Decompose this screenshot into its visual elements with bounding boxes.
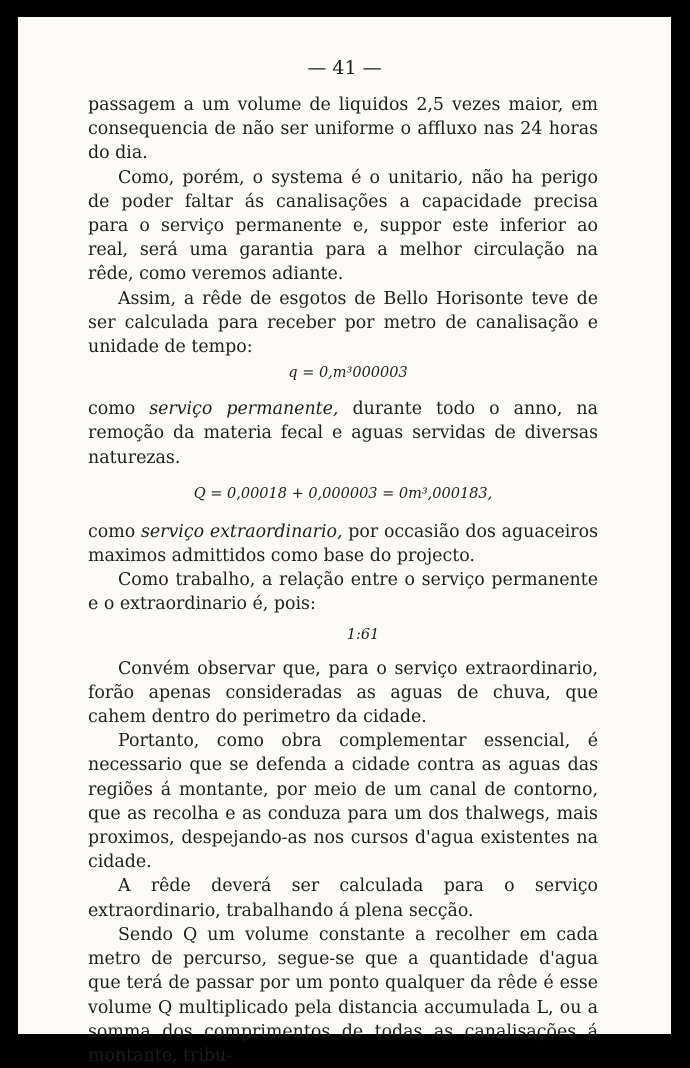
paragraph-8: Portanto, como obra complementar essencial, é necessario que se defenda a cidade contra as aguas das regiões á montante, por meio de um canal de contorno, que as recolha e as conduza para um dos thalwegs, mais proximos, despejando-as nos cursos d'agua existentes na cidade. — [88, 731, 598, 873]
paragraph-2: Como, porém, o systema é o unitario, não ha perigo de poder faltar ás canalisações a capacidade precisa para o serviço permanente e, suppor este inferior ao real, será uma garantia para a melhor circulação na rêde, como veremos adiante. — [88, 167, 598, 285]
paragraph-4 — [88, 397, 598, 470]
paragraph-1: passagem a um volume de liquidos 2,5 vezes maior, em consequencia de não ser uniforme o affluxo nas 24 horas do dia. — [88, 95, 598, 164]
formula-ratio: 1:61 — [346, 626, 380, 643]
paragraph-6: Como trabalho, a relação entre o serviço permanente e o extraordinario é, pois: — [88, 570, 598, 615]
paragraph-10: Sendo Q um volume constante a recolher em cada metro de percurso, segue-se que a quantidade d'agua que terá de passar por um ponto qualquer da rêde é esse volume Q multiplicado pela distancia accumulada L, ou a somma dos comprimentos de todas as canalisações á montante, tribu- — [88, 924, 598, 1066]
paragraph-7: Convém observar que, para o serviço extraordinario, forão apenas consideradas as aguas de chuva, que cahem dentro do perimetro da cidade. — [88, 658, 598, 728]
paragraph-9: A rêde deverá ser calculada para o serviço extraordinario, trabalhando á plena secção. — [88, 876, 598, 921]
paragraph-3: Assim, a rêde de esgotos de Bello Horisonte teve de ser calculada para receber por metro de canalisação e unidade de tempo: — [88, 288, 598, 358]
formula-q: q = 0,m³000003 — [288, 365, 408, 382]
page-number: — 41 — — [307, 57, 382, 79]
formula-Q: Q = 0,00018 + 0,000003 = 0m³,000183, — [193, 485, 493, 502]
paragraph-5-emphasis: serviço extraordinario, — [140, 521, 343, 542]
paragraph-5-post: por occasião dos aguaceiros maximos admittidos como base do projecto. — [88, 521, 598, 567]
paragraph-4-pre: como — [88, 399, 150, 420]
paragraph-4-emphasis: serviço permanente, — [149, 399, 339, 420]
paragraph-5-pre: como — [88, 521, 141, 542]
body-text — [88, 93, 598, 1068]
book-page — [18, 17, 671, 1066]
paragraph-5 — [88, 520, 598, 568]
paragraph-4-post: durante todo o anno, na remoção da materia fecal e aguas servidas de diversas naturezas. — [88, 399, 598, 468]
